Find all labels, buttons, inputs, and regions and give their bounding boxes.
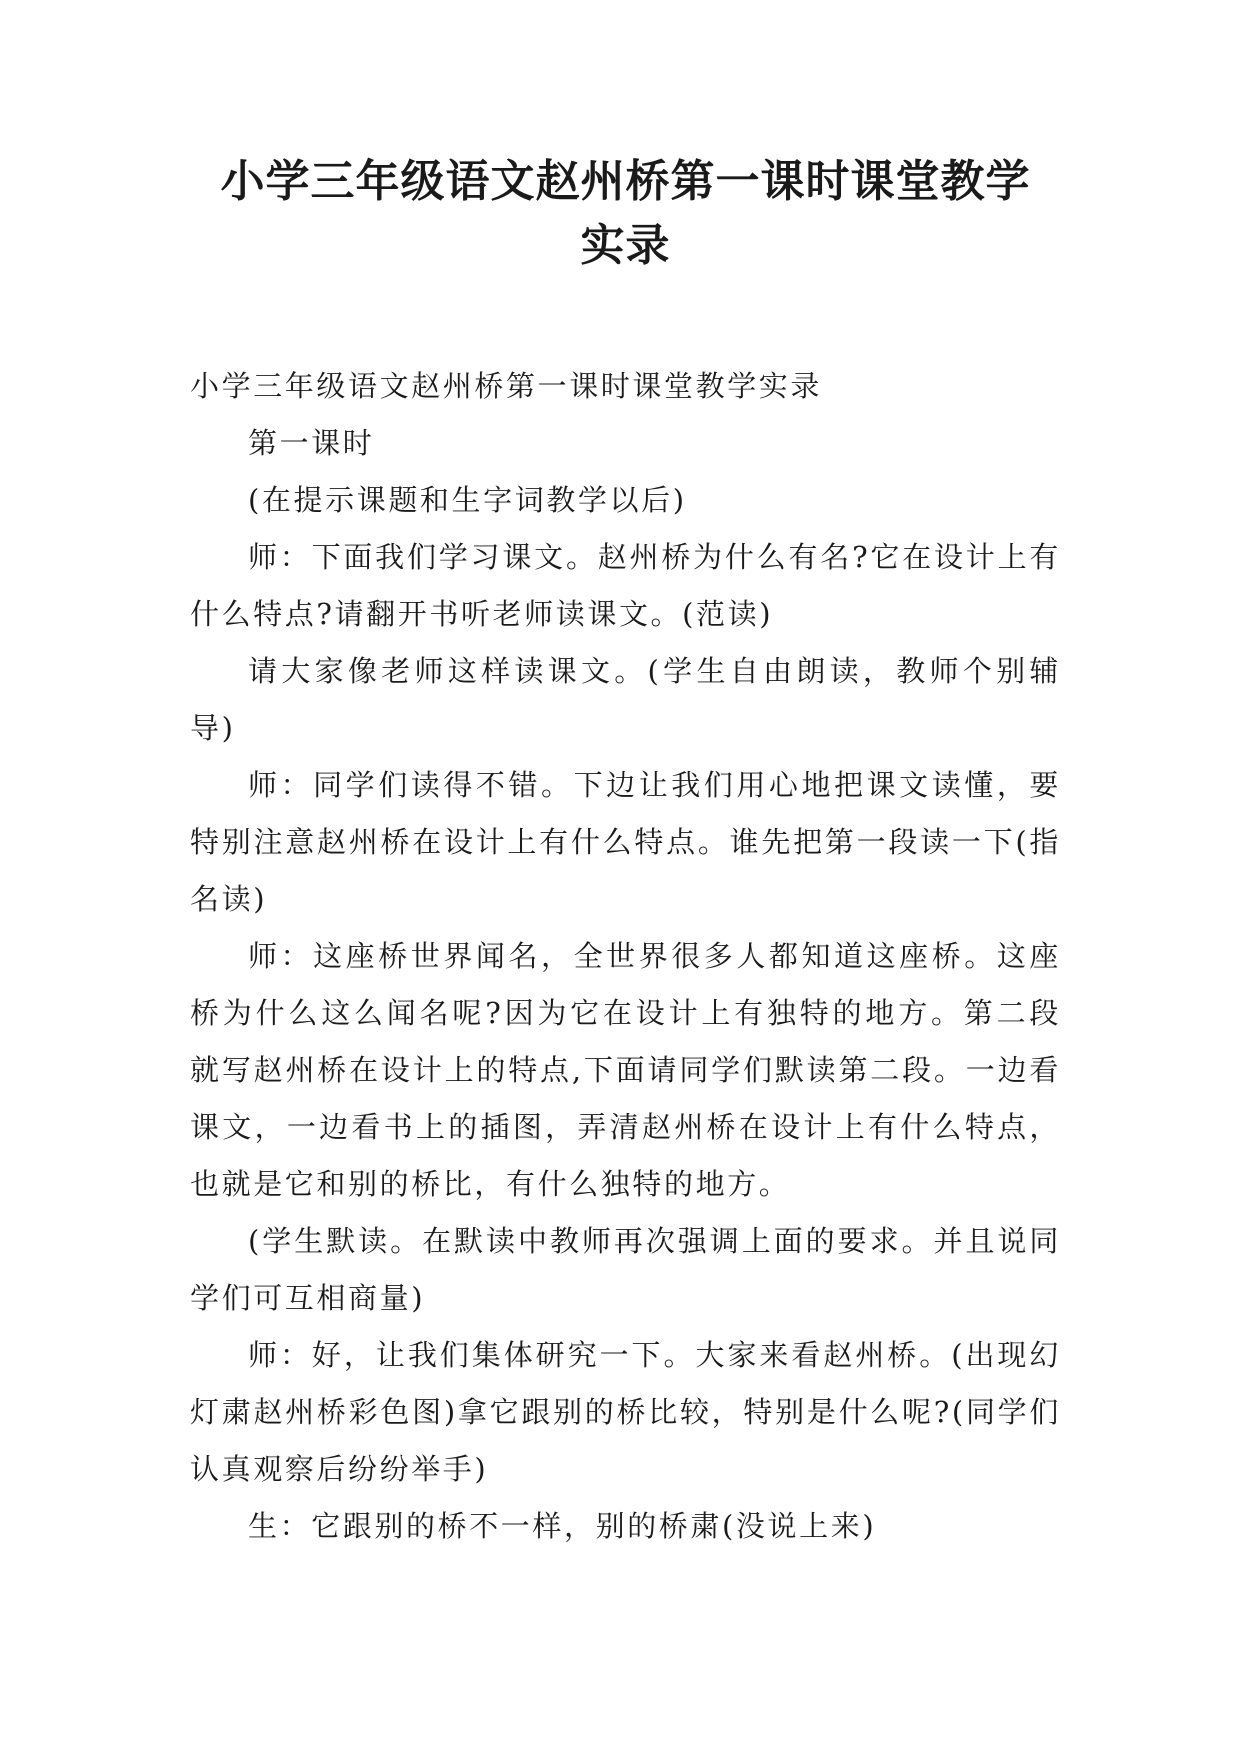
paragraph: 师：同学们读得不错。下边让我们用心地把课文读懂，要特别注意赵州桥在设计上有什么特点。谁先把第一段读一下(指名读) [190,768,1061,916]
paragraph-heading: 小学三年级语文赵州桥第一课时课堂教学实录 [190,369,823,403]
paragraph: 生：它跟别的桥不一样，别的桥粛(没说上来) [248,1509,877,1543]
paragraph: 师：下面我们学习课文。赵州桥为什么有名?它在设计上有什么特点?请翻开书听老师读课文。(范读) [190,540,1061,631]
paragraph: 请大家像老师这样读课文。(学生自由朗读，教师个别辅导) [190,654,1061,745]
document-title [190,150,1061,278]
paragraph: (在提示课题和生字词教学以后) [248,483,687,517]
paragraph: (学生默读。在默读中教师再次强调上面的要求。并且说同学们可互相商量) [190,1224,1061,1315]
paragraph: 师：这座桥世界闻名，全世界很多人都知道这座桥。这座桥为什么这么闻名呢?因为它在设计上有独特的地方。第二段就写赵州桥在设计上的特点,下面请同学们默读第二段。一边看课文，一边看书上的插图，弄清赵州桥在设计上有什么特点，也就是它和别的桥比，有什么独特的地方。 [190,939,1061,1201]
title-line-2: 实录 [580,220,671,271]
document-body [190,358,1061,1555]
paragraph: 师：好，让我们集体研究一下。大家来看赵州桥。(出现幻灯粛赵州桥彩色图)拿它跟别的桥比较，特别是什么呢?(同学们认真观察后纷纷举手) [190,1338,1061,1486]
title-line-1: 小学三年级语文赵州桥第一课时课堂教学 [220,156,1031,207]
paragraph: 第一课时 [248,426,375,460]
